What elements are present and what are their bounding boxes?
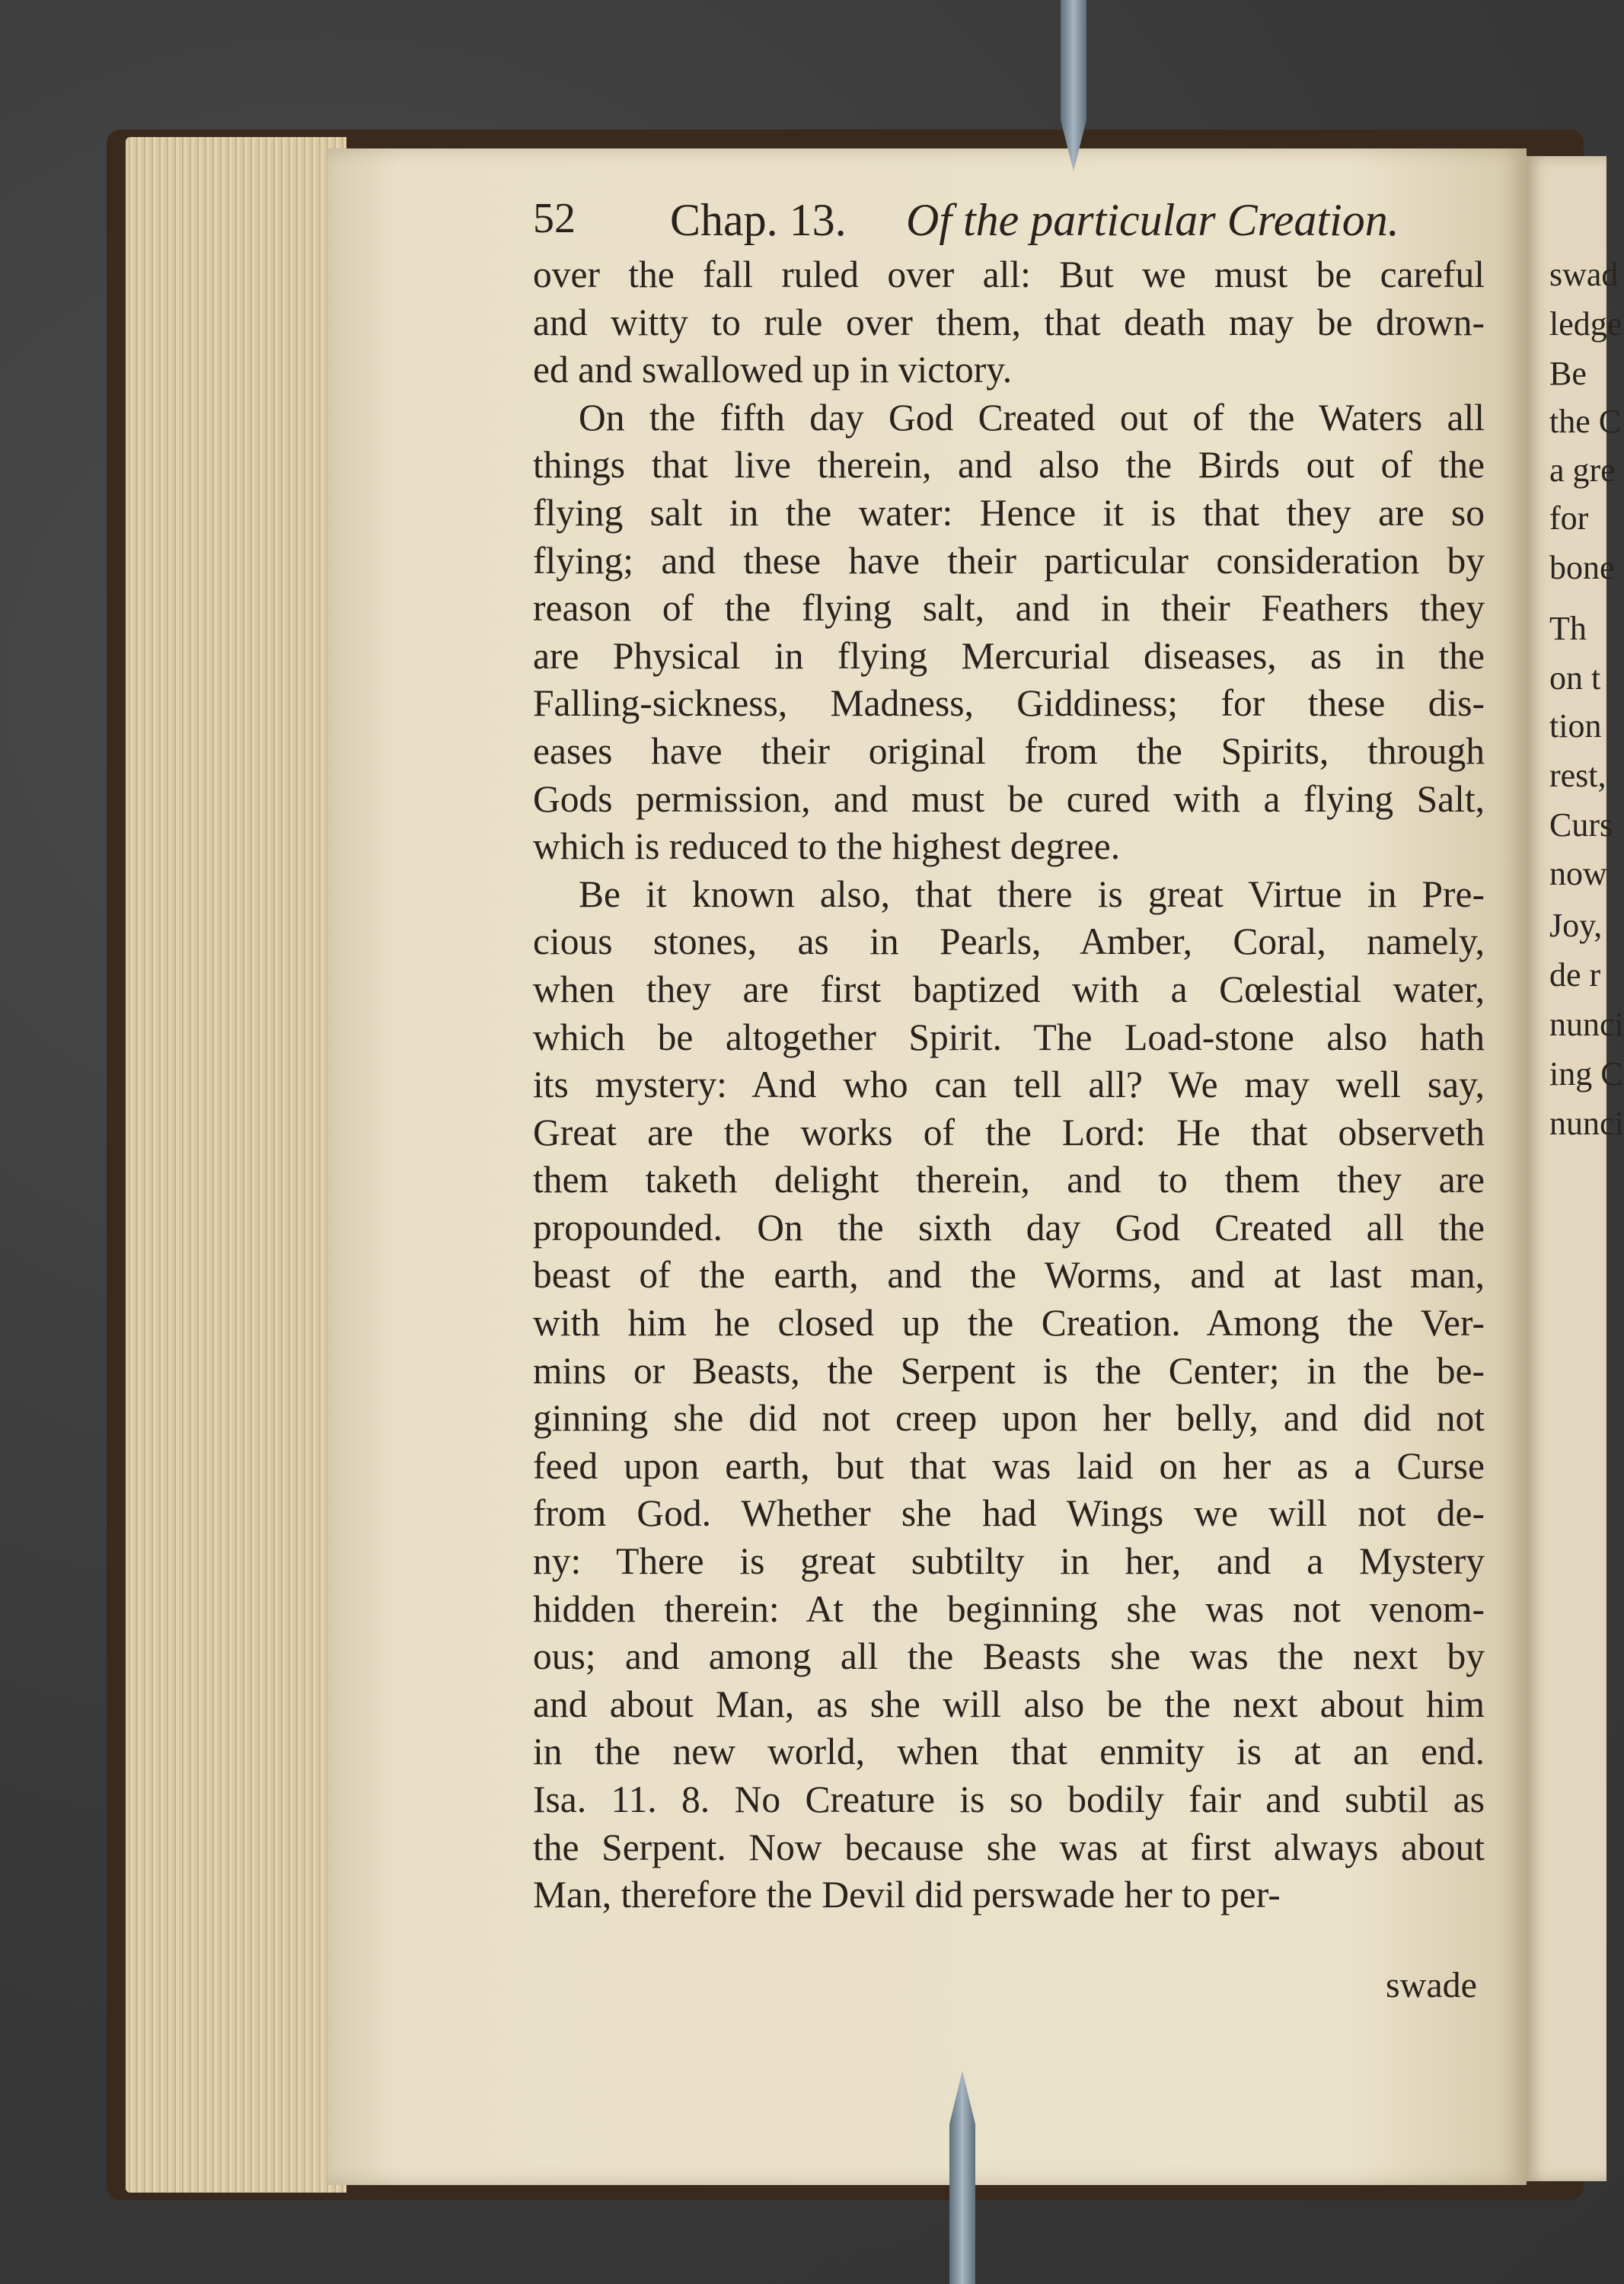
- text-line: ginning she did not creep upon her belly, and did not: [533, 1397, 1485, 1440]
- text-line: flying salt in the water: Hence it is that they are so: [533, 491, 1485, 534]
- body-text: [533, 251, 1485, 1919]
- text-line: propounded. On the sixth day God Created all the: [533, 1206, 1485, 1249]
- facing-page-fragment: on t: [1549, 659, 1601, 697]
- text-line: Gods permission, and must be cured with a flying Salt,: [533, 777, 1485, 820]
- facing-page-fragment: rest,: [1549, 757, 1606, 794]
- text-line: ous; and among all the Beasts she was the next by: [533, 1635, 1485, 1678]
- text-line: mins or Beasts, the Serpent is the Center; in the be-: [533, 1349, 1485, 1392]
- facing-page-fragment: for: [1549, 499, 1589, 537]
- text-line: ed and swallowed up in victory.: [533, 349, 1013, 391]
- text-line: its mystery: And who can tell all? We may well say,: [533, 1064, 1485, 1106]
- facing-page-fragment: a gre: [1549, 451, 1616, 489]
- text-line: with him he closed up the Creation. Among the Ver-: [533, 1302, 1485, 1345]
- text-line: Great are the works of the Lord: He that observeth: [533, 1111, 1485, 1153]
- text-line: them taketh delight therein, and to them they are: [533, 1159, 1485, 1201]
- text-line: Man, therefore the Devil did perswade her to per-: [533, 1874, 1281, 1916]
- facing-page-fragment: now: [1549, 855, 1607, 892]
- facing-page-fragment: the C: [1549, 403, 1622, 440]
- text-line: Be it known also, that there is great Virtue in Pre-: [579, 872, 1485, 915]
- text-line: ny: There is great subtilty in her, and a Mystery: [533, 1540, 1485, 1583]
- text-line: from God. Whether she had Wings we will not de-: [533, 1492, 1485, 1535]
- facing-page-fragment: de r: [1549, 956, 1601, 994]
- text-line: reason of the flying salt, and in their Feathers they: [533, 587, 1485, 630]
- chapter-title: Of the particular Creation.: [906, 195, 1399, 245]
- text-line: feed upon earth, but that was laid on her as a Curse: [533, 1444, 1485, 1487]
- text-line: over the fall ruled over all: But we must be careful: [533, 254, 1485, 295]
- text-line: and about Man, as she will also be the next about him: [533, 1683, 1485, 1725]
- facing-page-fragment: swad: [1549, 256, 1619, 293]
- page-edges: [126, 137, 346, 2193]
- text-line: the Serpent. Now because she was at first always about: [533, 1826, 1485, 1868]
- facing-page-fragment: Be: [1549, 355, 1587, 392]
- text-line: are Physical in flying Mercurial diseases, as in the: [533, 634, 1485, 677]
- running-header: [533, 194, 1416, 255]
- text-line: Falling-sickness, Madness, Giddiness; for these dis-: [533, 682, 1485, 725]
- text-line: On the fifth day God Created out of the Waters all: [579, 396, 1485, 439]
- facing-page-fragment: ing C: [1549, 1055, 1623, 1093]
- text-line: beast of the earth, and the Worms, and at last man,: [533, 1254, 1485, 1297]
- facing-page-fragment: Th: [1549, 610, 1587, 647]
- facing-page-fragment: ledge: [1549, 305, 1622, 343]
- text-line: hidden therein: At the beginning she was not venom-: [533, 1587, 1485, 1630]
- text-line: Isa. 11. 8. No Creature is so bodily fair and subtil as: [533, 1778, 1485, 1820]
- facing-page-fragment: Curs: [1549, 806, 1613, 844]
- text-line: flying; and these have their particular consideration by: [533, 539, 1485, 582]
- facing-page-fragment: Joy,: [1549, 907, 1603, 944]
- facing-page-fragment: nunci: [1549, 1105, 1624, 1142]
- facing-page-fragment: bone: [1549, 549, 1615, 586]
- text-line: which be altogether Spirit. The Load-stone also hath: [533, 1016, 1485, 1058]
- text-line: eases have their original from the Spirits, through: [533, 729, 1485, 772]
- text-line: in the new world, when that enmity is at an end.: [533, 1731, 1485, 1773]
- page-number: 52: [533, 195, 576, 242]
- catchword: swade: [1386, 1965, 1477, 2005]
- facing-page-fragment: nunci: [1549, 1006, 1624, 1043]
- chapter-label: Chap. 13.: [670, 195, 847, 245]
- text-line: cious stones, as in Pearls, Amber, Coral, namely,: [533, 920, 1485, 963]
- text-line: when they are first baptized with a Cœlestial water,: [533, 968, 1485, 1010]
- text-line: and witty to rule over them, that death may be drown-: [533, 301, 1485, 343]
- facing-page-fragment: tion: [1549, 707, 1602, 745]
- facing-page: [1527, 156, 1624, 2181]
- text-line: things that live therein, and also the Birds out of the: [533, 444, 1485, 486]
- text-line: which is reduced to the highest degree.: [533, 825, 1121, 868]
